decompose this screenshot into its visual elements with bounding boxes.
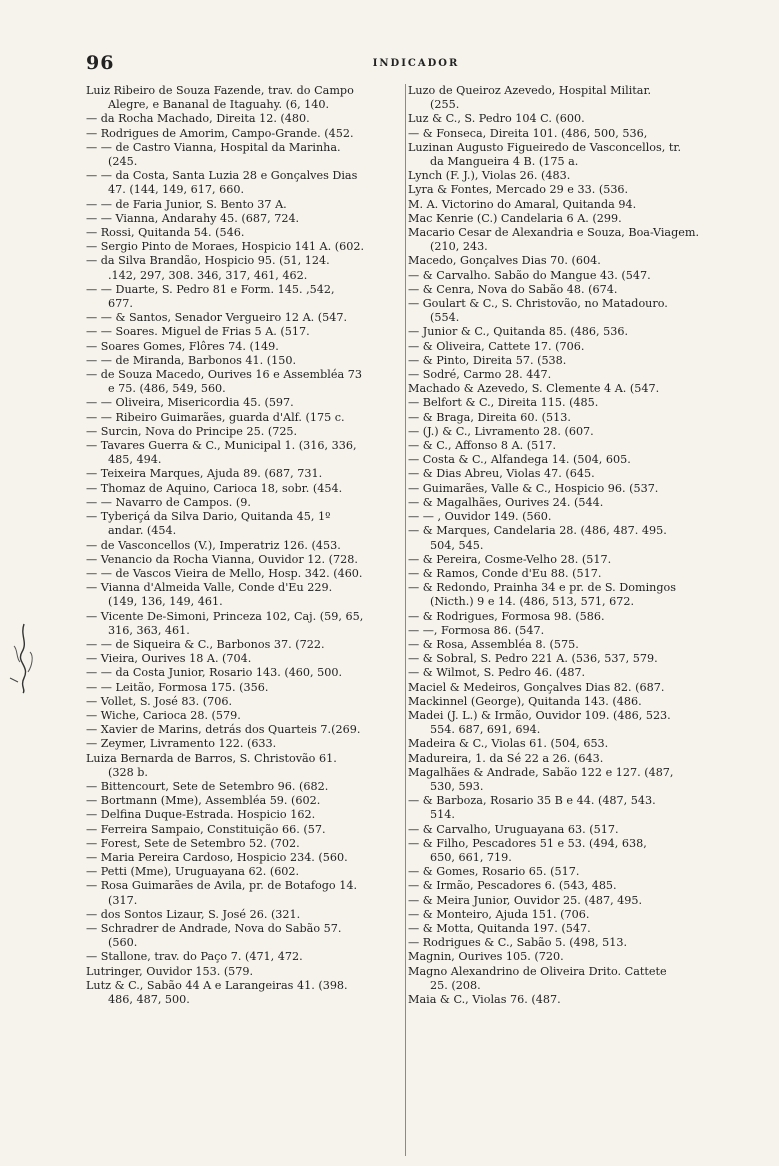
directory-line: — & Irmão, Pescadores 6. (543, 485.	[408, 879, 617, 893]
directory-line: Mackinnel (George), Quitanda 143. (486.	[408, 694, 642, 708]
directory-line: — Zeymer, Livramento 122. (633.	[86, 737, 277, 751]
directory-line: — Ferreira Sampaio, Constituição 66. (57.	[86, 822, 326, 836]
directory-line: — Soares Gomes, Flôres 74. (149.	[86, 339, 279, 353]
directory-line: — Rosa Guimarães de Avila, pr. de Botafogo 14.	[86, 879, 357, 893]
directory-line: Madeira & C., Violas 61. (504, 653.	[408, 737, 609, 751]
directory-line: 47. (144, 149, 617, 660.	[108, 183, 245, 197]
directory-line: — & Wilmot, S. Pedro 46. (487.	[408, 666, 586, 680]
directory-line: (328 b.	[108, 765, 148, 779]
directory-line: Magno Alexandrino de Oliveira Drito. Cattete	[408, 964, 667, 978]
directory-line: — Belfort & C., Direita 115. (485.	[408, 396, 599, 410]
directory-line: — & Ramos, Conde d'Eu 88. (517.	[408, 566, 602, 580]
page-title: INDICADOR	[372, 58, 460, 69]
margin-scribble-icon	[6, 622, 40, 694]
directory-line: — & C., Affonso 8 A. (517.	[408, 439, 557, 453]
directory-line: — & Filho, Pescadores 51 e 53. (494, 638,	[408, 836, 647, 850]
directory-line: — Tavares Guerra & C., Municipal 1. (316, 336,	[86, 439, 357, 453]
directory-line: — — de Castro Vianna, Hospital da Marinha.	[86, 140, 341, 154]
directory-line: (255.	[430, 98, 460, 112]
directory-line: — dos Sontos Lizaur, S. José 26. (321.	[86, 907, 301, 921]
directory-line: — & Motta, Quitanda 197. (547.	[408, 921, 591, 935]
directory-line: 530, 593.	[430, 779, 484, 793]
directory-line: 25. (208.	[430, 978, 481, 992]
directory-line: da Mangueira 4 B. (175 a.	[430, 155, 579, 169]
directory-line: — — da Costa, Santa Luzia 28 e Gonçalves Dias	[86, 169, 358, 183]
directory-line: — & Sobral, S. Pedro 221 A. (536, 537, 579.	[408, 652, 658, 666]
directory-line: (Nicth.) 9 e 14. (486, 513, 571, 672.	[430, 595, 635, 609]
directory-line: — Forest, Sete de Setembro 52. (702.	[86, 836, 300, 850]
directory-line: Mac Kenrie (C.) Candelaria 6 A. (299.	[408, 211, 622, 225]
directory-line: — da Silva Brandão, Hospicio 95. (51, 124.	[86, 254, 330, 268]
directory-line: 485, 494.	[108, 453, 162, 467]
directory-line: andar. (454.	[108, 524, 177, 538]
directory-line: — & Meira Junior, Ouvidor 25. (487, 495.	[408, 893, 643, 907]
directory-line: — Schradrer de Andrade, Nova do Sabão 57.	[86, 921, 342, 935]
directory-line: — — de Vascos Vieira de Mello, Hosp. 342. (460.	[86, 566, 363, 580]
directory-line: — Vicente De-Simoni, Princeza 102, Caj. (59, 65,	[86, 609, 364, 623]
directory-line: — — Duarte, S. Pedro 81 e Form. 145. ,542,	[86, 282, 335, 296]
directory-line: — Tyberiçá da Silva Dario, Quitanda 45, 1º	[86, 510, 331, 524]
directory-line: Lyra & Fontes, Mercado 29 e 33. (536.	[408, 183, 629, 197]
directory-line: — Rodrigues & C., Sabão 5. (498, 513.	[408, 936, 628, 950]
directory-line: — — Soares. Miguel de Frias 5 A. (517.	[86, 325, 310, 339]
directory-line: 650, 661, 719.	[430, 850, 512, 864]
directory-line: — & Redondo, Prainha 34 e pr. de S. Domingos	[408, 581, 676, 595]
directory-line: — Xavier de Marins, detrás dos Quarteis 7.(269.	[86, 723, 361, 737]
directory-line: (560.	[108, 936, 138, 950]
directory-line: Luz & C., S. Pedro 104 C. (600.	[408, 112, 585, 126]
directory-line: — Teixeira Marques, Ajuda 89. (687, 731.	[86, 467, 323, 481]
directory-line: (210, 243.	[430, 240, 488, 254]
directory-line: — — & Santos, Senador Vergueiro 12 A. (547.	[86, 311, 348, 325]
directory-line: — —, Formosa 86. (547.	[408, 623, 545, 637]
directory-line: — de Souza Macedo, Ourives 16 e Assembléa 73	[86, 368, 362, 382]
directory-line: — — Vianna, Andarahy 45. (687, 724.	[86, 211, 300, 225]
directory-line: — Guimarães, Valle & C., Hospicio 96. (537.	[408, 481, 659, 495]
directory-line: — Goulart & C., S. Christovão, no Matadouro.	[408, 297, 668, 311]
directory-line: — Sergio Pinto de Moraes, Hospicio 141 A. (602.	[86, 240, 365, 254]
directory-line: — & Rodrigues, Formosa 98. (586.	[408, 609, 605, 623]
directory-line: Lutringer, Ouvidor 153. (579.	[86, 964, 254, 978]
directory-line: — Surcin, Nova do Principe 25. (725.	[86, 424, 298, 438]
directory-line: — — da Costa Junior, Rosario 143. (460, 500.	[86, 666, 343, 680]
page-number: 96	[86, 52, 115, 74]
directory-line: — Wiche, Carioca 28. (579.	[86, 708, 241, 722]
directory-line: — & Magalhães, Ourives 24. (544.	[408, 495, 604, 509]
directory-line: — Sodré, Carmo 28. 447.	[408, 368, 552, 382]
directory-line: 514.	[430, 808, 455, 822]
directory-line: Luiza Bernarda de Barros, S. Christovão 61.	[86, 751, 337, 765]
column-divider	[405, 84, 406, 1156]
directory-line: — & Cenra, Nova do Sabão 48. (674.	[408, 282, 618, 296]
directory-line: 677.	[108, 297, 133, 311]
directory-line: — Costa & C., Alfandega 14. (504, 605.	[408, 453, 631, 467]
directory-line: — — Leitão, Formosa 175. (356.	[86, 680, 269, 694]
directory-line: Macedo, Gonçalves Dias 70. (604.	[408, 254, 601, 268]
directory-line: e 75. (486, 549, 560.	[108, 382, 226, 396]
directory-line: — — de Siqueira & C., Barbonos 37. (722.	[86, 637, 325, 651]
directory-line: Lutz & C., Sabão 44 A e Larangeiras 41. (398.	[86, 978, 348, 992]
directory-line: — — Ribeiro Guimarães, guarda d'Alf. (175 c.	[86, 410, 345, 424]
directory-line: — & Braga, Direita 60. (513.	[408, 410, 571, 424]
directory-line: — Maria Pereira Cardoso, Hospicio 234. (560.	[86, 850, 348, 864]
directory-line: Macario Cesar de Alexandria e Souza, Boa-Viagem.	[408, 226, 700, 240]
directory-line: — Vianna d'Almeida Valle, Conde d'Eu 229.	[86, 581, 333, 595]
right-column	[408, 84, 752, 1007]
directory-line: Luzo de Queiroz Azevedo, Hospital Militar.	[408, 84, 652, 97]
directory-line: — — Navarro de Campos. (9.	[86, 495, 251, 509]
directory-line: — & Marques, Candelaria 28. (486, 487. 495.	[408, 524, 667, 538]
directory-line: — — , Ouvidor 149. (560.	[408, 510, 552, 524]
directory-line: — Petti (Mme), Uruguayana 62. (602.	[86, 865, 300, 879]
directory-line: — Rossi, Quitanda 54. (546.	[86, 226, 245, 240]
directory-line: — Stallone, trav. do Paço 7. (471, 472.	[86, 950, 303, 964]
directory-line: — (J.) & C., Livramento 28. (607.	[408, 424, 594, 438]
directory-line: — & Carvalho, Uruguayana 63. (517.	[408, 822, 619, 836]
directory-line: 486, 487, 500.	[108, 993, 190, 1006]
directory-line: .142, 297, 308. 346, 317, 461, 462.	[108, 268, 308, 282]
directory-line: M. A. Victorino do Amaral, Quitanda 94.	[408, 197, 637, 211]
directory-line: Maia & C., Violas 76. (487.	[408, 993, 561, 1006]
directory-line: — & Monteiro, Ajuda 151. (706.	[408, 907, 590, 921]
directory-line: Lynch (F. J.), Violas 26. (483.	[408, 169, 571, 183]
directory-line: (317.	[108, 893, 138, 907]
directory-line: Luzinan Augusto Figueiredo de Vasconcellos, tr.	[408, 140, 682, 154]
directory-line: (554.	[430, 311, 460, 325]
directory-line: Alegre, e Bananal de Itaguahy. (6, 140.	[108, 98, 330, 112]
page-header	[86, 52, 746, 76]
directory-line: — & Rosa, Assembléa 8. (575.	[408, 637, 579, 651]
directory-line: — Venancio da Rocha Vianna, Ouvidor 12. (728.	[86, 552, 358, 566]
directory-line: — & Gomes, Rosario 65. (517.	[408, 865, 580, 879]
directory-line: — Bittencourt, Sete de Setembro 96. (682.	[86, 779, 329, 793]
directory-line: Magnin, Ourives 105. (720.	[408, 950, 564, 964]
directory-line: — & Carvalho. Sabão do Mangue 43. (547.	[408, 268, 651, 282]
directory-line: — Thomaz de Aquino, Carioca 18, sobr. (454.	[86, 481, 343, 495]
directory-line: — & Barboza, Rosario 35 B e 44. (487, 543.	[408, 794, 656, 808]
directory-line: 504, 545.	[430, 538, 484, 552]
directory-line: (245.	[108, 155, 138, 169]
directory-line: — Vieira, Ourives 18 A. (704.	[86, 652, 252, 666]
directory-line: — & Pinto, Direita 57. (538.	[408, 353, 567, 367]
directory-line: (149, 136, 149, 461.	[108, 595, 223, 609]
directory-line: 316, 363, 461.	[108, 623, 190, 637]
directory-line: 554. 687, 691, 694.	[430, 723, 541, 737]
directory-line: — & Dias Abreu, Violas 47. (645.	[408, 467, 595, 481]
directory-line: — Rodrigues de Amorim, Campo-Grande. (452.	[86, 126, 354, 140]
directory-line: — & Pereira, Cosme-Velho 28. (517.	[408, 552, 612, 566]
directory-line: — da Rocha Machado, Direita 12. (480.	[86, 112, 310, 126]
directory-line: — — Oliveira, Misericordia 45. (597.	[86, 396, 294, 410]
directory-line: — — de Faria Junior, S. Bento 37 A.	[86, 197, 287, 211]
directory-line: — Delfina Duque-Estrada. Hospicio 162.	[86, 808, 316, 822]
left-column	[86, 84, 404, 1007]
directory-line: — Vollet, S. José 83. (706.	[86, 694, 233, 708]
directory-line: — — de Miranda, Barbonos 41. (150.	[86, 353, 297, 367]
directory-line: Madureira, 1. da Sé 22 a 26. (643.	[408, 751, 604, 765]
directory-line: — Bortmann (Mme), Assembléa 59. (602.	[86, 794, 321, 808]
directory-line: Machado & Azevedo, S. Clemente 4 A. (547.	[408, 382, 660, 396]
directory-line: — de Vasconcellos (V.), Imperatriz 126. (453.	[86, 538, 341, 552]
directory-line: Magalhães & Andrade, Sabão 122 e 127. (487,	[408, 765, 674, 779]
directory-line: — & Fonseca, Direita 101. (486, 500, 536,	[408, 126, 648, 140]
directory-line: — & Oliveira, Cattete 17. (706.	[408, 339, 585, 353]
directory-line: Madei (J. L.) & Irmão, Ouvidor 109. (486, 523.	[408, 708, 671, 722]
directory-line: Maciel & Medeiros, Gonçalves Dias 82. (687.	[408, 680, 665, 694]
directory-line: — Junior & C., Quitanda 85. (486, 536.	[408, 325, 629, 339]
directory-line: Luiz Ribeiro de Souza Fazende, trav. do Campo	[86, 84, 354, 97]
